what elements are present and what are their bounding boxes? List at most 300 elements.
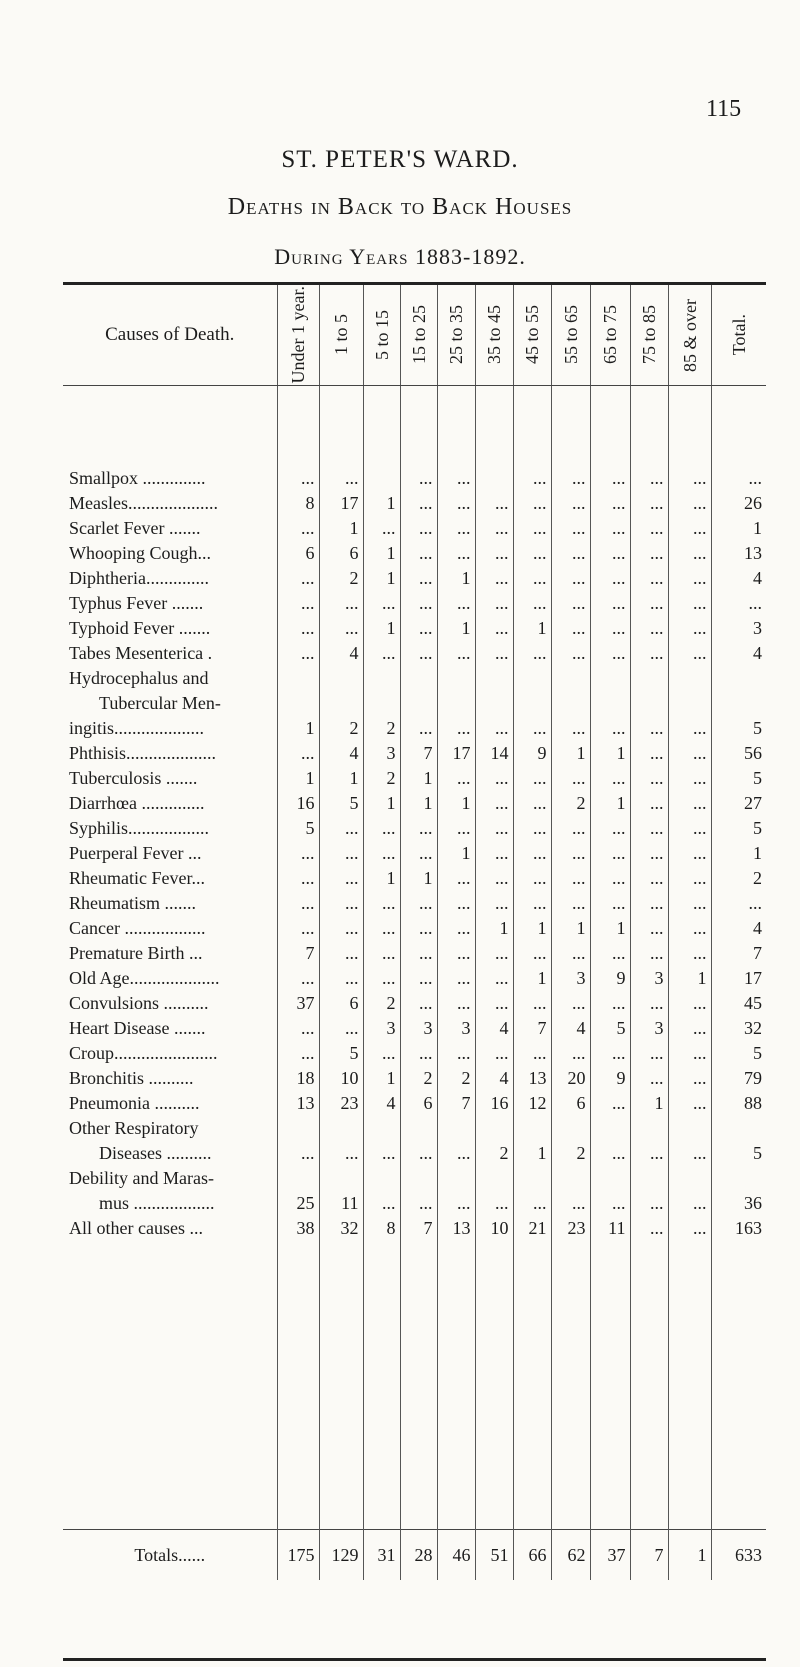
age-column-label: 1 to 5	[331, 314, 351, 356]
death-count-cell: ...	[711, 589, 766, 614]
death-count-cell: 45	[711, 989, 766, 1014]
death-count-cell: ...	[319, 1014, 363, 1039]
death-count-cell: ...	[400, 489, 437, 514]
death-count-cell: 1	[590, 914, 630, 939]
death-count-cell: ...	[590, 1089, 630, 1114]
death-count-cell: ...	[630, 739, 668, 764]
causes-column-header: Causes of Death.	[63, 285, 277, 386]
total-cell: 46	[437, 1530, 475, 1581]
death-count-cell: 1	[590, 739, 630, 764]
death-count-cell: ...	[437, 814, 475, 839]
death-count-cell: 17	[437, 739, 475, 764]
death-count-cell: ...	[590, 939, 630, 964]
death-count-cell: ...	[668, 1064, 711, 1089]
cause-of-death: Premature Birth ...	[69, 943, 203, 963]
totals-label: Totals......	[63, 1530, 277, 1581]
death-count-cell: 1	[437, 839, 475, 864]
death-count-cell: ...	[437, 1139, 475, 1164]
death-count-cell	[630, 1114, 668, 1139]
table-header	[63, 285, 766, 386]
death-count-cell: ...	[400, 889, 437, 914]
death-count-cell	[513, 1164, 551, 1189]
death-count-cell: ...	[630, 1064, 668, 1089]
table-row	[63, 514, 766, 539]
totals-row	[63, 1530, 766, 1581]
death-count-cell	[277, 664, 319, 689]
death-count-cell: ...	[630, 589, 668, 614]
death-count-cell: ...	[319, 939, 363, 964]
death-count-cell	[551, 1164, 590, 1189]
death-count-cell: 3	[711, 614, 766, 639]
death-count-cell: ...	[668, 1089, 711, 1114]
death-count-cell: 16	[475, 1089, 513, 1114]
death-count-cell	[437, 1164, 475, 1189]
death-count-cell: ...	[551, 464, 590, 489]
death-count-cell: 1	[363, 564, 400, 589]
cause-of-death: Croup.......................	[69, 1043, 218, 1063]
death-count-cell: ...	[475, 864, 513, 889]
total-cell: 1	[668, 1530, 711, 1581]
death-count-cell: ...	[551, 589, 590, 614]
ward-title: ST. PETER'S WARD.	[281, 146, 519, 173]
death-count-cell	[513, 1114, 551, 1139]
spacer-cell	[630, 386, 668, 465]
death-count-cell: 3	[551, 964, 590, 989]
death-count-cell: ...	[630, 1039, 668, 1064]
death-count-cell: ...	[363, 889, 400, 914]
death-count-cell: 2	[475, 1139, 513, 1164]
death-count-cell: ...	[668, 489, 711, 514]
death-count-cell: ...	[590, 489, 630, 514]
death-count-cell	[475, 464, 513, 489]
death-count-cell: 1	[590, 789, 630, 814]
spacer-cell	[437, 386, 475, 465]
spacer-row	[63, 1239, 766, 1530]
death-count-cell: ...	[400, 814, 437, 839]
cause-of-death: Diseases ..........	[99, 1143, 212, 1163]
death-count-cell: ...	[475, 1189, 513, 1214]
age-column-header	[277, 285, 319, 386]
spacer-cell	[668, 386, 711, 465]
death-count-cell: ...	[513, 989, 551, 1014]
death-count-cell: ...	[437, 964, 475, 989]
death-count-cell: 2	[319, 564, 363, 589]
death-count-cell: 1	[277, 714, 319, 739]
death-count-cell: 18	[277, 1064, 319, 1089]
death-count-cell: ...	[400, 1139, 437, 1164]
death-count-cell: ...	[277, 1014, 319, 1039]
death-count-cell: ...	[475, 714, 513, 739]
death-count-cell: ...	[590, 814, 630, 839]
death-count-cell	[630, 689, 668, 714]
death-count-cell: ...	[590, 839, 630, 864]
cause-of-death: Bronchitis ..........	[69, 1068, 194, 1088]
cause-of-death: Phthisis....................	[69, 743, 217, 763]
spacer-cell	[319, 1239, 363, 1530]
death-count-cell	[475, 689, 513, 714]
death-count-cell: ...	[630, 864, 668, 889]
death-count-cell: 36	[711, 1189, 766, 1214]
death-count-cell: 2	[551, 1139, 590, 1164]
death-count-cell: 11	[590, 1214, 630, 1239]
cause-of-death: Diphtheria..............	[69, 568, 209, 588]
table-row	[63, 714, 766, 739]
death-count-cell: 3	[630, 964, 668, 989]
death-count-cell: ...	[590, 1039, 630, 1064]
death-count-cell: 88	[711, 1089, 766, 1114]
death-count-cell: ...	[475, 539, 513, 564]
death-count-cell: ...	[513, 714, 551, 739]
spacer-cell	[513, 386, 551, 465]
death-count-cell: ...	[551, 764, 590, 789]
death-count-cell: 6	[319, 539, 363, 564]
death-count-cell	[711, 1114, 766, 1139]
death-count-cell: ...	[475, 964, 513, 989]
death-count-cell: ...	[475, 764, 513, 789]
death-count-cell: ...	[551, 864, 590, 889]
death-count-cell: ...	[400, 839, 437, 864]
total-cell: 7	[630, 1530, 668, 1581]
death-count-cell: ...	[475, 889, 513, 914]
cause-of-death: Scarlet Fever .......	[69, 518, 201, 538]
death-count-cell: ...	[400, 564, 437, 589]
death-count-cell: ...	[513, 539, 551, 564]
death-count-cell: ...	[668, 714, 711, 739]
death-count-cell: 11	[319, 1189, 363, 1214]
death-count-cell	[363, 689, 400, 714]
death-count-cell: 163	[711, 1214, 766, 1239]
death-count-cell: ...	[277, 889, 319, 914]
death-count-cell: ...	[551, 639, 590, 664]
death-count-cell: 13	[437, 1214, 475, 1239]
death-count-cell: ...	[400, 464, 437, 489]
death-count-cell: ...	[590, 714, 630, 739]
table-row	[63, 839, 766, 864]
death-count-cell	[437, 664, 475, 689]
death-count-cell: ...	[400, 1039, 437, 1064]
death-count-cell: 2	[551, 789, 590, 814]
death-count-cell: ...	[668, 739, 711, 764]
death-count-cell: ...	[437, 939, 475, 964]
death-count-cell: ...	[513, 464, 551, 489]
cause-of-death: Whooping Cough...	[69, 543, 211, 563]
spacer-cell	[475, 1239, 513, 1530]
death-count-cell: ...	[363, 1189, 400, 1214]
death-count-cell: 1	[400, 764, 437, 789]
death-count-cell: ...	[590, 539, 630, 564]
death-count-cell: ...	[551, 814, 590, 839]
death-count-cell: ...	[668, 1139, 711, 1164]
spacer-cell	[63, 1239, 277, 1530]
table-bottom-rule	[63, 1658, 766, 1661]
death-count-cell: 8	[363, 1214, 400, 1239]
death-count-cell: ...	[363, 939, 400, 964]
death-count-cell	[319, 1114, 363, 1139]
death-count-cell: 13	[277, 1089, 319, 1114]
cause-of-death: Syphilis..................	[69, 818, 210, 838]
spacer-row	[63, 386, 766, 465]
death-count-cell: 3	[437, 1014, 475, 1039]
age-column-header	[319, 285, 363, 386]
death-count-cell: 1	[363, 864, 400, 889]
spacer-cell	[711, 386, 766, 465]
deaths-table	[63, 285, 766, 1580]
cause-of-death: Pneumonia ..........	[69, 1093, 200, 1113]
death-count-cell: 5	[277, 814, 319, 839]
death-count-cell	[319, 664, 363, 689]
death-count-cell: ...	[590, 564, 630, 589]
death-count-cell: 4	[711, 914, 766, 939]
death-count-cell: ...	[551, 1189, 590, 1214]
death-count-cell: ...	[551, 514, 590, 539]
death-count-cell: ...	[513, 889, 551, 914]
death-count-cell: 2	[363, 764, 400, 789]
death-count-cell: ...	[513, 839, 551, 864]
spacer-cell	[277, 386, 319, 465]
age-column-label: 25 to 35	[446, 305, 466, 365]
death-count-cell: 1	[437, 614, 475, 639]
death-count-cell: 20	[551, 1064, 590, 1089]
death-count-cell: ...	[668, 839, 711, 864]
death-count-cell: ...	[513, 764, 551, 789]
death-count-cell: 25	[277, 1189, 319, 1214]
death-count-cell: ...	[363, 1039, 400, 1064]
death-count-cell: 10	[475, 1214, 513, 1239]
death-count-cell: 5	[711, 814, 766, 839]
death-count-cell: 5	[319, 789, 363, 814]
death-count-cell	[668, 1164, 711, 1189]
deaths-table-frame	[63, 282, 766, 1667]
death-count-cell: ...	[630, 1189, 668, 1214]
cause-of-death: Tuberculosis .......	[69, 768, 198, 788]
total-cell: 129	[319, 1530, 363, 1581]
death-count-cell: ...	[513, 814, 551, 839]
death-count-cell: ...	[590, 1189, 630, 1214]
death-count-cell: 6	[277, 539, 319, 564]
death-count-cell: ...	[551, 614, 590, 639]
death-count-cell: ...	[630, 1214, 668, 1239]
table-row	[63, 964, 766, 989]
death-count-cell: 6	[551, 1089, 590, 1114]
death-count-cell	[711, 689, 766, 714]
death-count-cell: ...	[319, 464, 363, 489]
spacer-cell	[363, 386, 400, 465]
death-count-cell	[668, 689, 711, 714]
death-count-cell: ...	[363, 914, 400, 939]
table-row	[63, 1214, 766, 1239]
death-count-cell: 2	[363, 714, 400, 739]
death-count-cell: ...	[551, 1039, 590, 1064]
death-count-cell: ...	[551, 989, 590, 1014]
death-count-cell: ...	[319, 864, 363, 889]
cause-of-death: Rheumatic Fever...	[69, 868, 205, 888]
death-count-cell: 6	[400, 1089, 437, 1114]
death-count-cell: ...	[590, 589, 630, 614]
death-count-cell: 4	[475, 1014, 513, 1039]
death-count-cell: 5	[711, 714, 766, 739]
death-count-cell: 3	[363, 739, 400, 764]
death-count-cell: ...	[475, 564, 513, 589]
death-count-cell: ...	[277, 614, 319, 639]
cause-of-death: All other causes ...	[69, 1218, 203, 1238]
table-row	[63, 1139, 766, 1164]
death-count-cell: ...	[513, 1189, 551, 1214]
cause-of-death: Debility and Maras-	[69, 1168, 214, 1188]
death-count-cell: ...	[513, 1039, 551, 1064]
page-number: 115	[706, 96, 742, 122]
death-count-cell: ...	[363, 589, 400, 614]
total-cell: 31	[363, 1530, 400, 1581]
cause-of-death: Convulsions ..........	[69, 993, 209, 1013]
death-count-cell: 4	[363, 1089, 400, 1114]
death-count-cell: 14	[475, 739, 513, 764]
death-count-cell: ...	[551, 939, 590, 964]
death-count-cell	[590, 1114, 630, 1139]
death-count-cell: ...	[630, 814, 668, 839]
age-column-header	[551, 285, 590, 386]
age-column-label: Total.	[728, 314, 749, 356]
age-column-label: 65 to 75	[600, 305, 620, 365]
death-count-cell: ...	[590, 614, 630, 639]
death-count-cell: 1	[363, 1064, 400, 1089]
death-count-cell: ...	[551, 489, 590, 514]
total-cell: 51	[475, 1530, 513, 1581]
death-count-cell: ...	[319, 889, 363, 914]
death-count-cell: ...	[668, 1014, 711, 1039]
spacer-cell	[363, 1239, 400, 1530]
death-count-cell: 1	[513, 614, 551, 639]
death-count-cell: ...	[319, 1139, 363, 1164]
death-count-cell: ...	[437, 514, 475, 539]
death-count-cell: ...	[668, 1214, 711, 1239]
death-count-cell: ...	[630, 1139, 668, 1164]
death-count-cell: ...	[437, 489, 475, 514]
death-count-cell: ...	[319, 964, 363, 989]
death-count-cell: 4	[711, 639, 766, 664]
death-count-cell: ...	[590, 1139, 630, 1164]
death-count-cell: 23	[551, 1214, 590, 1239]
death-count-cell: 4	[319, 739, 363, 764]
spacer-cell	[590, 386, 630, 465]
death-count-cell: ...	[711, 889, 766, 914]
death-count-cell: ...	[668, 539, 711, 564]
death-count-cell: ...	[363, 514, 400, 539]
death-count-cell: 7	[437, 1089, 475, 1114]
death-count-cell	[630, 664, 668, 689]
death-count-cell: ...	[668, 764, 711, 789]
death-count-cell: ...	[400, 939, 437, 964]
table-row	[63, 914, 766, 939]
death-count-cell: ...	[319, 589, 363, 614]
death-count-cell: 2	[400, 1064, 437, 1089]
table-row	[63, 539, 766, 564]
death-count-cell	[437, 689, 475, 714]
death-count-cell: ...	[437, 889, 475, 914]
death-count-cell: 1	[475, 914, 513, 939]
death-count-cell: 1	[668, 964, 711, 989]
death-count-cell: 17	[711, 964, 766, 989]
total-cell: 66	[513, 1530, 551, 1581]
death-count-cell: ...	[475, 839, 513, 864]
death-count-cell: 2	[437, 1064, 475, 1089]
death-count-cell: 9	[590, 964, 630, 989]
total-cell: 37	[590, 1530, 630, 1581]
death-count-cell: ...	[590, 514, 630, 539]
death-count-cell: ...	[363, 964, 400, 989]
death-count-cell: ...	[475, 814, 513, 839]
death-count-cell	[513, 689, 551, 714]
death-count-cell: 1	[363, 614, 400, 639]
death-count-cell: ...	[513, 789, 551, 814]
death-count-cell: ...	[277, 914, 319, 939]
death-count-cell: 21	[513, 1214, 551, 1239]
death-count-cell	[277, 1114, 319, 1139]
death-count-cell: 10	[319, 1064, 363, 1089]
spacer-cell	[630, 1239, 668, 1530]
spacer-cell	[277, 1239, 319, 1530]
table-row	[63, 589, 766, 614]
death-count-cell: ...	[668, 1039, 711, 1064]
death-count-cell: ...	[277, 564, 319, 589]
death-count-cell: ...	[319, 839, 363, 864]
death-count-cell: ...	[437, 1039, 475, 1064]
death-count-cell: ...	[363, 1139, 400, 1164]
death-count-cell: ...	[630, 989, 668, 1014]
table-body	[63, 386, 766, 1581]
death-count-cell: ...	[513, 939, 551, 964]
death-count-cell: ...	[475, 989, 513, 1014]
death-count-cell: ...	[630, 489, 668, 514]
table-row	[63, 664, 766, 689]
death-count-cell	[319, 1164, 363, 1189]
death-count-cell: ...	[437, 714, 475, 739]
death-count-cell	[711, 664, 766, 689]
table-row	[63, 1189, 766, 1214]
death-count-cell	[319, 689, 363, 714]
spacer-cell	[400, 386, 437, 465]
spacer-cell	[63, 386, 277, 465]
spacer-cell	[711, 1239, 766, 1530]
age-column-label: 5 to 15	[371, 309, 392, 360]
death-count-cell: ...	[590, 639, 630, 664]
cause-of-death: Tabes Mesenterica .	[69, 643, 213, 663]
death-count-cell: ...	[630, 914, 668, 939]
death-count-cell: 1	[513, 914, 551, 939]
death-count-cell: ...	[277, 639, 319, 664]
death-count-cell	[668, 1114, 711, 1139]
death-count-cell: 3	[400, 1014, 437, 1039]
death-count-cell: ...	[475, 939, 513, 964]
death-count-cell: ...	[319, 914, 363, 939]
death-count-cell: 13	[711, 539, 766, 564]
death-count-cell: ...	[400, 964, 437, 989]
death-count-cell: 1	[319, 764, 363, 789]
death-count-cell: 7	[400, 1214, 437, 1239]
death-count-cell: ...	[668, 514, 711, 539]
death-count-cell: ...	[400, 514, 437, 539]
cause-of-death: Measles....................	[69, 493, 218, 513]
death-count-cell: 16	[277, 789, 319, 814]
age-column-header	[630, 285, 668, 386]
table-row	[63, 939, 766, 964]
death-count-cell: 2	[711, 864, 766, 889]
total-cell: 28	[400, 1530, 437, 1581]
death-count-cell: ...	[668, 639, 711, 664]
death-count-cell	[590, 1164, 630, 1189]
death-count-cell: ...	[668, 464, 711, 489]
table-row	[63, 614, 766, 639]
death-count-cell: ...	[590, 864, 630, 889]
